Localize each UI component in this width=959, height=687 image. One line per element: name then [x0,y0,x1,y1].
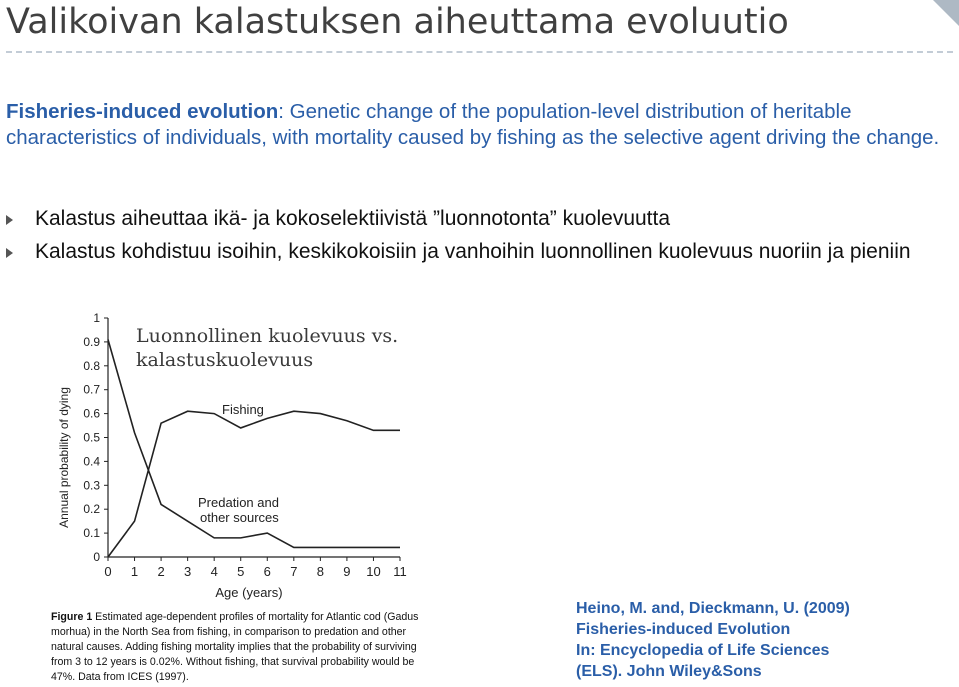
y-axis-label: Annual probability of dying [57,387,71,528]
y-tick-label: 0.1 [83,526,100,541]
figure-caption-label: Figure 1 [51,611,93,623]
x-tick-label: 8 [316,564,324,579]
x-tick-label: 9 [343,564,351,579]
title-divider [6,51,953,53]
reference-line: Heino, M. and, Dieckmann, U. (2009) [576,600,850,617]
chart-annotations [198,402,279,525]
x-tick-label: 0 [104,564,112,579]
predation-annotation-line1: Predation and [198,495,279,510]
y-tick-label: 1 [93,311,100,325]
definition-text: : Genetic change of the population-level distribution of heritable characteristics of individuals, with mortality caused by fishing as the selective agent driving the change. [6,100,940,149]
y-tick-label: 0 [93,550,100,564]
predation-annotation-line2: other sources [200,510,279,525]
reference-block [576,598,850,682]
chart-title-line2: kalastuskuolevuus [136,349,314,371]
y-tick-label: 0.6 [83,406,100,421]
bullet-item [6,239,956,265]
reference-line: Fisheries-induced Evolution [576,621,791,638]
definition-paragraph [6,99,946,151]
y-tick-label: 0.8 [83,358,100,373]
y-tick-label: 0.5 [83,430,100,445]
x-tick-label: 11 [393,564,407,579]
figure-caption-text: Estimated age-dependent profiles of mortality for Atlantic cod (Gadus morhua) in the North Sea from fishing, in comparison to predation and other natural causes. Adding fishing mortality implies that the probability of surviving from 3 to 12 years is 0.02%. Without fishing, that survival probability would be 47%. Data from ICES (1997). [51,611,419,683]
bullet-list [6,206,956,272]
reference-line: (ELS). John Wiley&Sons [576,663,762,680]
chart-title-line1: Luonnollinen kuolevuus vs. [136,325,399,347]
y-tick-label: 0.2 [83,502,100,517]
x-tick-label: 7 [290,564,298,579]
bullet-item [6,206,956,232]
x-tick-label: 1 [130,564,139,579]
definition-term: Fisheries-induced evolution [6,100,279,123]
x-tick-label: 4 [210,564,218,579]
x-tick-label: 2 [157,564,165,579]
y-tick-label: 0.7 [83,382,100,397]
fishing-annotation: Fishing [222,402,264,417]
figure-caption [51,610,431,685]
bullet-arrow-icon [6,248,13,258]
x-tick-label: 6 [263,564,271,579]
x-tick-label: 5 [237,564,245,579]
bullet-text: Kalastus aiheuttaa ikä- ja kokoselektiivistä ”luonnotonta” kuolevuutta [35,207,671,230]
y-tick-label: 0.4 [83,454,100,469]
corner-decoration [933,0,959,26]
bullet-text: Kalastus kohdistuu isoihin, keskikokoisiin ja vanhoihin luonnollinen kuolevuus nuoriin ja pieniin [35,240,911,263]
slide-title: Valikoivan kalastuksen aiheuttama evoluutio [6,2,789,42]
reference-line: In: Encyclopedia of Life Sciences [576,642,830,659]
x-tick-label: 3 [184,564,192,579]
chart-title [136,325,398,371]
mortality-chart [50,308,420,603]
y-tick-label: 0.9 [83,334,100,349]
y-tick-label: 0.3 [83,478,100,493]
x-axis-label: Age (years) [215,585,283,600]
x-tick-label: 10 [366,564,381,579]
bullet-arrow-icon [6,215,13,225]
